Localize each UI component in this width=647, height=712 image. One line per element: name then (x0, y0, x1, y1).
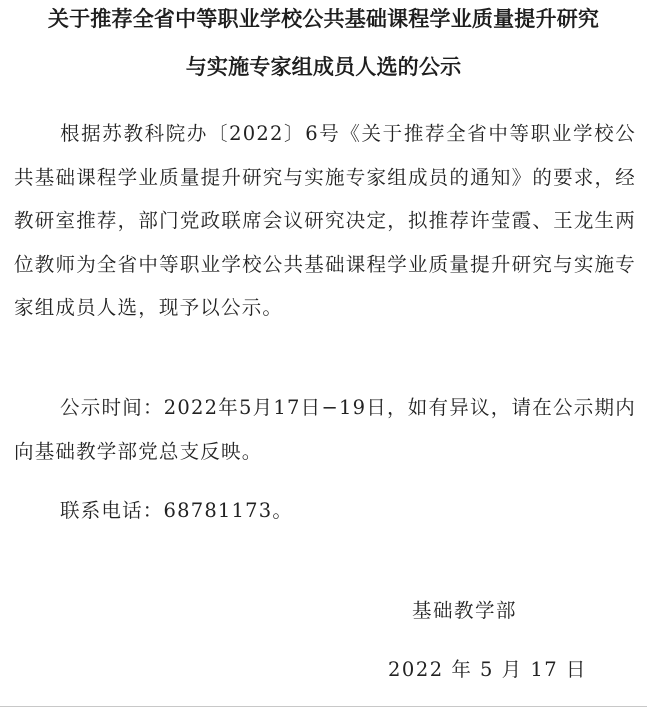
body-paragraph-publicity-period: 公示时间：2022年5月17日−19日，如有异议，请在公示期内向基础教学部党总支反映。 (14, 396, 636, 463)
notice-title-line-2: 与实施专家组成员人选的公示 (185, 55, 462, 79)
signature-date: 2022 年 5 月 17 日 (388, 658, 587, 681)
body-paragraph-contact-phone: 联系电话：68781173。 (60, 499, 294, 522)
page-bottom-divider (0, 706, 647, 707)
body-paragraph-recommendation: 根据苏教科院办〔2022〕6号《关于推荐全省中等职业学校公共基础课程学业质量提升研究与实施专家组成员的通知》的要求，经教研室推荐，部门党政联席会议研究决定，拟推荐许莹霞、王龙生两位教师为全省中等职业学校公共基础课程学业质量提升研究与实施专家组成员人选，现予以公示。 (14, 122, 636, 319)
notice-title-line-1: 关于推荐全省中等职业学校公共基础课程学业质量提升研究 (47, 7, 600, 31)
signature-department: 基础教学部 (412, 599, 518, 622)
